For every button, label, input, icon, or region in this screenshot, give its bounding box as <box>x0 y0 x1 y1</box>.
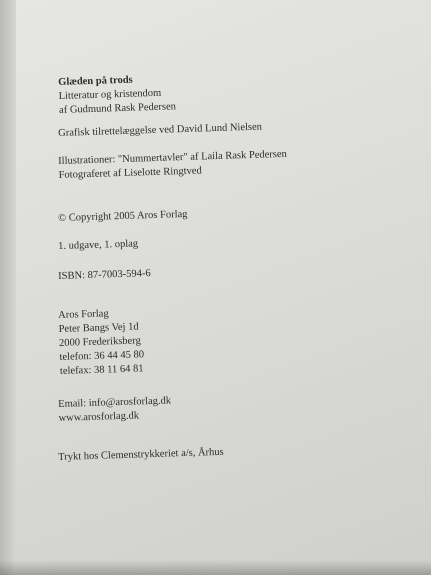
illustration-credit: Illustrationer: "Nummertavler" af Laila Rask Pedersen <box>58 148 287 167</box>
publisher-fax: telefax: 38 11 64 81 <box>59 363 144 377</box>
edition-block <box>58 237 138 254</box>
book-title: Glæden på trods <box>58 74 133 88</box>
isbn-number: ISBN: 87-7003-594-6 <box>58 268 151 282</box>
photo-credit: Fotograferet af Liselotte Ringtved <box>58 165 202 181</box>
page-gutter <box>0 0 16 575</box>
printer-info: Trykt hos Clemenstrykkeriet a/s, Århus <box>58 446 224 463</box>
book-title-block <box>58 72 176 118</box>
printer-block <box>58 446 224 465</box>
book-author: af Gudmund Rask Pedersen <box>58 101 177 116</box>
edition-info: 1. udgave, 1. oplag <box>58 238 139 252</box>
design-credit-block <box>58 121 262 141</box>
illustration-credit-block <box>58 148 287 183</box>
copyright-block <box>58 208 188 226</box>
copyright-notice: © Copyright 2005 Aros Forlag <box>58 208 188 224</box>
contact-block <box>58 394 172 426</box>
publisher-city: 2000 Frederiksberg <box>58 335 141 349</box>
publisher-street: Peter Bangs Vej 1d <box>58 321 139 335</box>
publisher-address-block <box>58 306 145 379</box>
publisher-name: Aros Forlag <box>58 308 109 321</box>
page-bottom-shadow <box>0 560 431 575</box>
publisher-phone: telefon: 36 44 45 80 <box>59 349 145 363</box>
contact-website: www.arosforlag.dk <box>58 410 140 424</box>
design-credit: Grafisk tilrettelæggelse ved David Lund Nielsen <box>58 121 263 139</box>
contact-email: Email: info@arosforlag.dk <box>58 395 172 410</box>
book-subtitle: Litteratur og kristendom <box>58 87 162 102</box>
isbn-block <box>58 267 151 284</box>
